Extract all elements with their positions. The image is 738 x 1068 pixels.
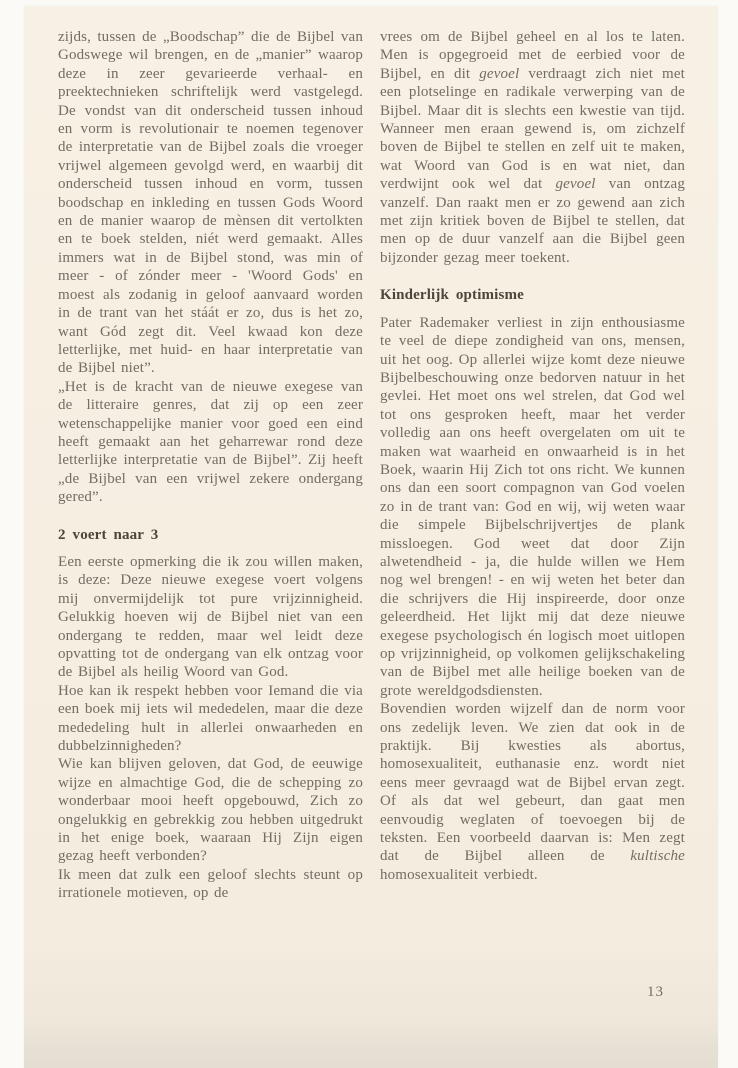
paragraph: Pater Rademaker verliest in zijn enthousiasme te veel de diepe zondigheid van ons, mensen, uit het oog. Op allerlei wijze komt deze nieuwe Bijbelbeschouwing onze bedorven natuur in het gevlei. Het moet ons wel strelen, dat God wel tot ons gesproken heeft, maar het verder volledig aan ons heeft overgelaten om uit te maken wat waarheid en onwaarheid is in het Boek, waarin Hij Zich tot ons richt. We kunnen ons dan een soort compagnon van God voelen zo in de trant van: God en wij, wij weten waar die simpele Bijbelschrijvertjes de plank missloegen. God weet dat door Zijn alwetendheid - ja, die hulde willen we Hem nog wel brengen! - en wij weten het beter dan die schrijvers die Hij inspireerde, door onze geleerdheid. Het lijkt mij dat deze nieuwe exegese psychologisch én logisch moet uitlopen op vrijzinnigheid, op volkomen gelijkschakeling van de Bijbel met alle heilige boeken van de grote wereldgodsdiensten. bbox=[380, 314, 685, 699]
paragraph: vrees om de Bijbel geheel en al los te laten. Men is opgegroeid met de eerbied voor de Bijbel, en dit gevoel verdraagt zich niet met een plotselinge en radikale verwerping van de Bijbel. Maar dit is slechts een kwestie van tijd. Wanneer men eraan gewend is, om zichzelf boven de Bijbel te stellen en zelf uit te maken, wat Woord van God is en wat niet, dan verdwijnt ook wel dat gevoel van ontzag vanzelf. Dan raakt men er zo gewend aan zich met zijn kritiek boven de Bijbel te stellen, dat men op de duur vanzelf aan die Bijbel geen bijzonder gezag meer toekent. bbox=[380, 29, 685, 266]
paragraph: zijds, tussen de „Boodschap” die de Bijbel van Godswege wil brengen, en de „manier” waarop deze in zeer gevarieerde verhaal- en preektechnieken schriftelijk werd vastgelegd. De vondst van dit onderscheid tussen inhoud en vorm is revolutionair te noemen tegenover de interpretatie van de Bijbel zoals die vroeger vrijwel algemeen gevolgd werd, en waarbij dit onderscheid tussen inhoud en vorm, tussen boodschap en inkleding en tussen Gods Woord en de manier waarop de mènsen dit vertolkten en te boek stelden, niét werd gemaakt. Alles immers wat in de Bijbel stond, was min of meer - of zónder meer - 'Woord Gods' en moest als zodanig in geloof aanvaard worden in de trant van het stáát er zo, dus is het zo, want Gód zegt dit. Veel kwaad kon deze letterlijke, met huid- en haar interpretatie van de Bijbel niet”. bbox=[58, 29, 363, 377]
text-column-right bbox=[380, 28, 685, 903]
paragraph: Ik meen dat zulk een geloof slechts steunt op irrationele motieven, op de bbox=[58, 866, 363, 902]
scanned-page bbox=[24, 6, 718, 1068]
section-heading: 2 voert naar 3 bbox=[58, 526, 159, 543]
paragraph: Bovendien worden wijzelf dan de norm voor ons zedelijk leven. We zien dat ook in de praktijk. Bij kwesties als abortus, homosexualiteit, euthanasie enz. wordt niet eens meer gevraagd wat de Bijbel ervan zegt. Of als dat wel gebeurt, dan gaat men eenvoudig weglaten of toevoegen bij de teksten. Een voorbeeld daarvan is: Men zegt dat de Bijbel alleen de kultische homosexualiteit verbiedt. bbox=[380, 701, 685, 883]
text-columns bbox=[58, 28, 686, 903]
paragraph: Een eerste opmerking die ik zou willen maken, is deze: Deze nieuwe exegese voert volgens mij onvermijdelijk tot pure vrijzinnigheid. Gelukkig hoeven wij de Bijbel niet van een ondergang te redden, maar wel leidt deze opvatting tot de ondergang van elk ontzag voor de Bijbel als heilig Woord van God. bbox=[58, 553, 363, 681]
paragraph: „Het is de kracht van de nieuwe exegese van de litteraire genres, dat zij op een zeer wetenschappelijke manier voor goed een eind heeft gemaakt aan het geharrewar rond deze letterlijke interpretatie van de Bijbel”. Zij heeft „de Bijbel van een vrijwel zekere ondergang gered”. bbox=[58, 378, 363, 506]
section-heading: Kinderlijk optimisme bbox=[380, 287, 524, 304]
page-number: 13 bbox=[647, 984, 664, 1000]
text-column-left bbox=[58, 28, 363, 903]
paragraph: Hoe kan ik respekt hebben voor Iemand die via een boek mij iets wil mededelen, maar die deze mededeling hult in allerlei onwaarheden en dubbelzinnigheden? bbox=[58, 682, 363, 755]
paragraph: Wie kan blijven geloven, dat God, de eeuwige wijze en almachtige God, die de schepping zo wonderbaar mooi heeft opgebouwd, Zich zo ongelukkig en gebrekkig zou hebben uitgedrukt in het enige boek, waaraan Hij Zijn eigen gezag heeft verbonden? bbox=[58, 756, 363, 865]
